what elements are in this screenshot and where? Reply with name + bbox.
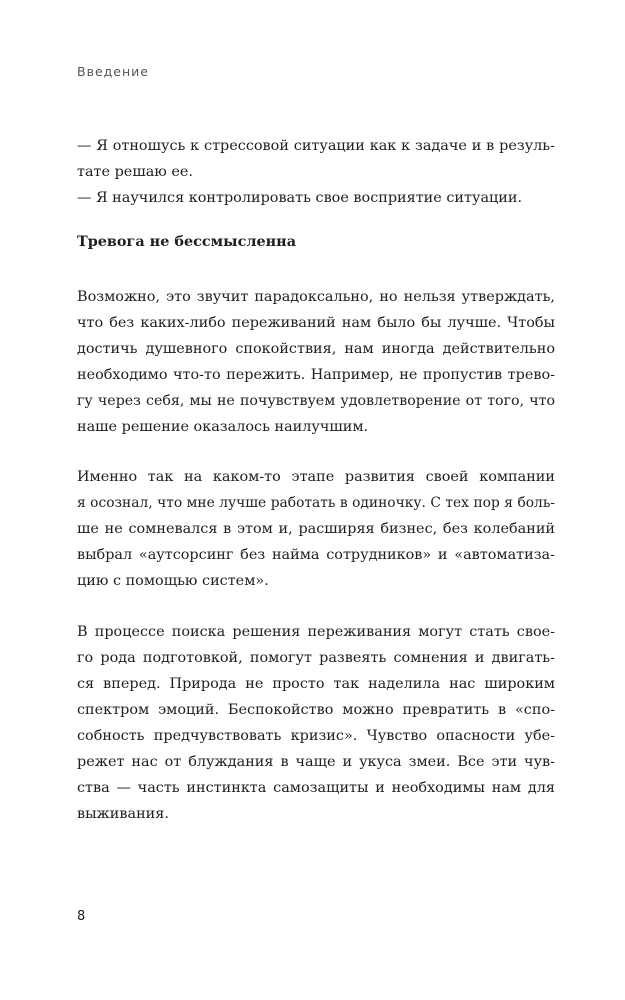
paragraph-line: В процессе поиска решения переживания могут стать свое-: [77, 624, 555, 640]
running-header: Введение: [77, 64, 149, 79]
paragraph-line: спектром эмоций. Беспокойство можно превратить в «спо-: [77, 702, 555, 718]
list-item-line: — Я отношусь к стрессовой ситуации как к задаче и в резуль-: [77, 138, 555, 154]
list-item-line: — Я научился контролировать свое восприятие ситуации.: [77, 190, 523, 206]
section-heading: Тревога не бессмысленна: [77, 233, 297, 250]
paragraph-line: цию с помощью систем».: [77, 573, 269, 589]
paragraph-line: что без каких-либо переживаний нам было бы лучше. Чтобы: [77, 315, 555, 331]
paragraph-1: [77, 284, 555, 440]
paragraph-line: го рода подготовкой, помогут развеять сомнения и двигать-: [77, 650, 555, 666]
paragraph-line: наше решение оказалось наилучшим.: [77, 419, 369, 435]
page-number: 8: [77, 909, 86, 924]
paragraph-line: Именно так на каком-то этапе развития своей компании: [77, 469, 555, 485]
paragraph-line: ся вперед. Природа не просто так наделила нас широким: [77, 676, 555, 692]
paragraph-line: режет нас от блуждания в чаще и укуса змеи. Все эти чув-: [77, 754, 555, 770]
bullet-list: [77, 133, 555, 211]
paragraph-line: выживания.: [77, 806, 169, 822]
paragraph-line: гу через себя, мы не почувствуем удовлетворение от того, что: [77, 393, 555, 409]
paragraph-line: необходимо что-то пережить. Например, не пропустив трево-: [77, 367, 555, 383]
paragraph-line: ше не сомневался в этом и, расширяя бизнес, без колебаний: [77, 521, 555, 537]
paragraph-line: выбрал «аутсорсинг без найма сотрудников» и «автоматиза-: [77, 547, 555, 563]
paragraph-line: я осознал, что мне лучше работать в одиночку. С тех пор я боль-: [77, 495, 555, 511]
paragraph-line: собность предчувствовать кризис». Чувство опасности убе-: [77, 728, 555, 744]
paragraph-3: [77, 619, 555, 827]
paragraph-line: достичь душевного спокойствия, нам иногда действительно: [77, 341, 555, 357]
paragraph-line: Возможно, это звучит парадоксально, но нельзя утверждать,: [77, 289, 555, 305]
paragraph-2: [77, 464, 555, 594]
list-item-line: тате решаю ее.: [77, 164, 193, 180]
paragraph-line: ства — часть инстинкта самозащиты и необходимы нам для: [77, 780, 555, 796]
